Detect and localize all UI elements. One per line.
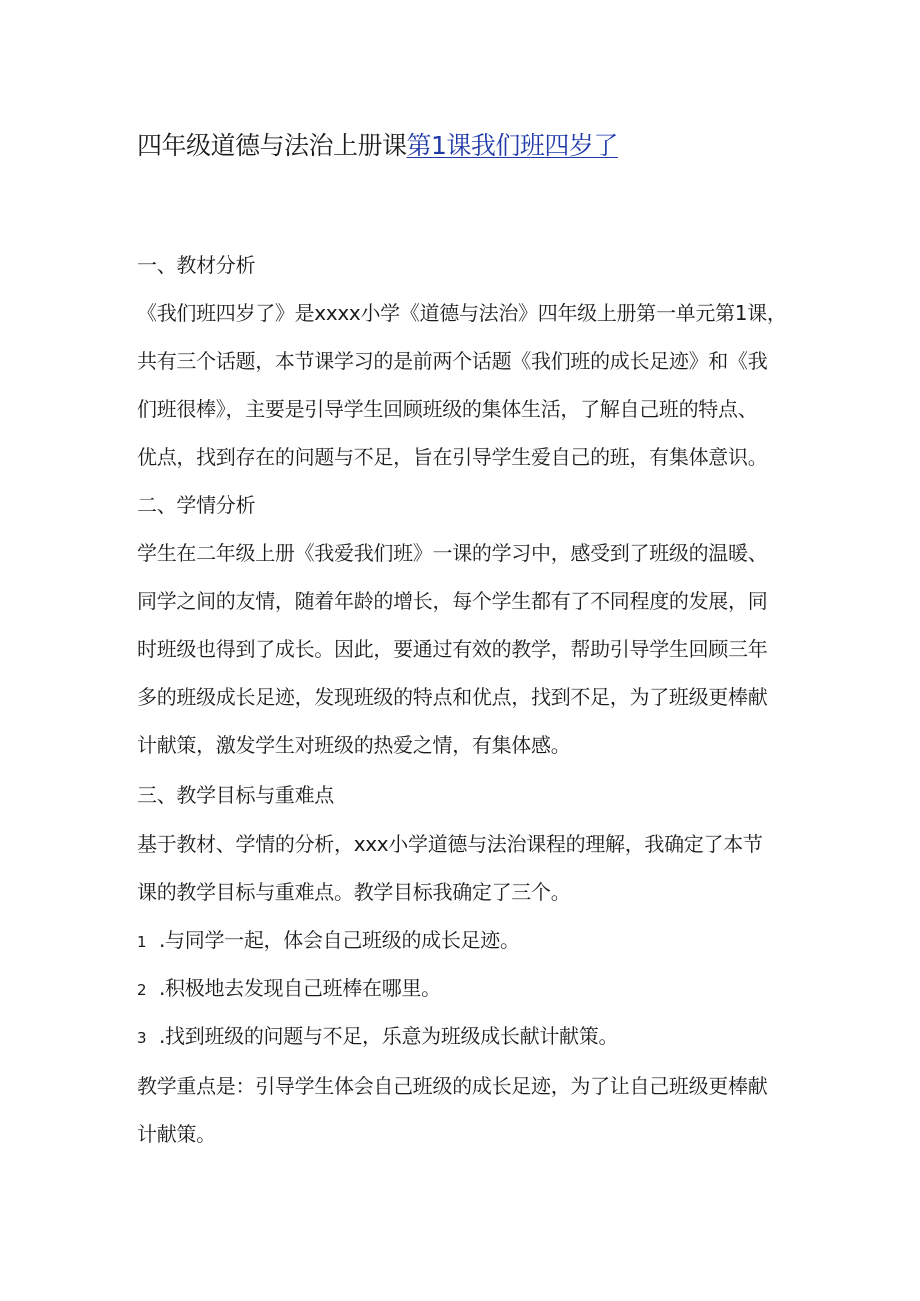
paragraph-line: 计献策，激发学生对班级的热爱之情，有集体感。 [137,733,571,757]
key-points-line: 计献策。 [137,1122,216,1146]
goal-text: .找到班级的问题与不足，乐意为班级成长献计献策。 [159,1024,619,1048]
paragraph-line: 课的教学目标与重难点。教学目标我确定了三个。 [137,880,571,904]
goal-number: 3 [137,1029,147,1047]
paragraph-line: 学生在二年级上册《我爱我们班》一课的学习中，感受到了班级的温暖、 [137,541,768,565]
goal-text: .积极地去发现自己班棒在哪里。 [159,976,441,1000]
paragraph-line: 共有三个话题，本节课学习的是前两个话题《我们班的成长足迹》和《我 [137,349,768,373]
paragraph-line: 多的班级成长足迹，发现班级的特点和优点，找到不足，为了班级更棒献 [137,685,768,709]
goal-item [137,925,797,957]
title-lesson-link[interactable]: 第1课我们班四岁了 [406,131,618,160]
section-heading-goals: 三、教学目标与重难点 [137,783,334,807]
title-prefix: 四年级道德与法治上册课 [137,131,407,160]
goal-number: 2 [137,981,147,999]
paragraph-line: 基于教材、学情的分析，xxx小学道德与法治课程的理解，我确定了本节 [137,832,763,856]
goal-item [137,1021,797,1053]
section-heading-textbook-analysis: 一、教材分析 [137,253,256,277]
paragraph-line: 们班很棒》，主要是引导学生回顾班级的集体生活，了解自己班的特点、 [137,397,758,421]
paragraph-line: 时班级也得到了成长。因此，要通过有效的教学，帮助引导学生回顾三年 [137,637,768,661]
paragraph-line: 优点，找到存在的问题与不足，旨在引导学生爱自己的班，有集体意识。 [137,445,768,469]
goal-text: .与同学一起，体会自己班级的成长足迹。 [159,928,520,952]
goal-number: 1 [137,933,147,951]
key-points-line: 教学重点是：引导学生体会自己班级的成长足迹，为了让自己班级更棒献 [137,1074,768,1098]
section-heading-learner-analysis: 二、学情分析 [137,493,256,517]
paragraph-line: 《我们班四岁了》是xxxx小学《道德与法治》四年级上册第一单元第1课， [137,301,787,325]
goal-item [137,973,797,1005]
paragraph-line: 同学之间的友情，随着年龄的增长，每个学生都有了不同程度的发展，同 [137,589,768,613]
document-title [137,128,837,164]
